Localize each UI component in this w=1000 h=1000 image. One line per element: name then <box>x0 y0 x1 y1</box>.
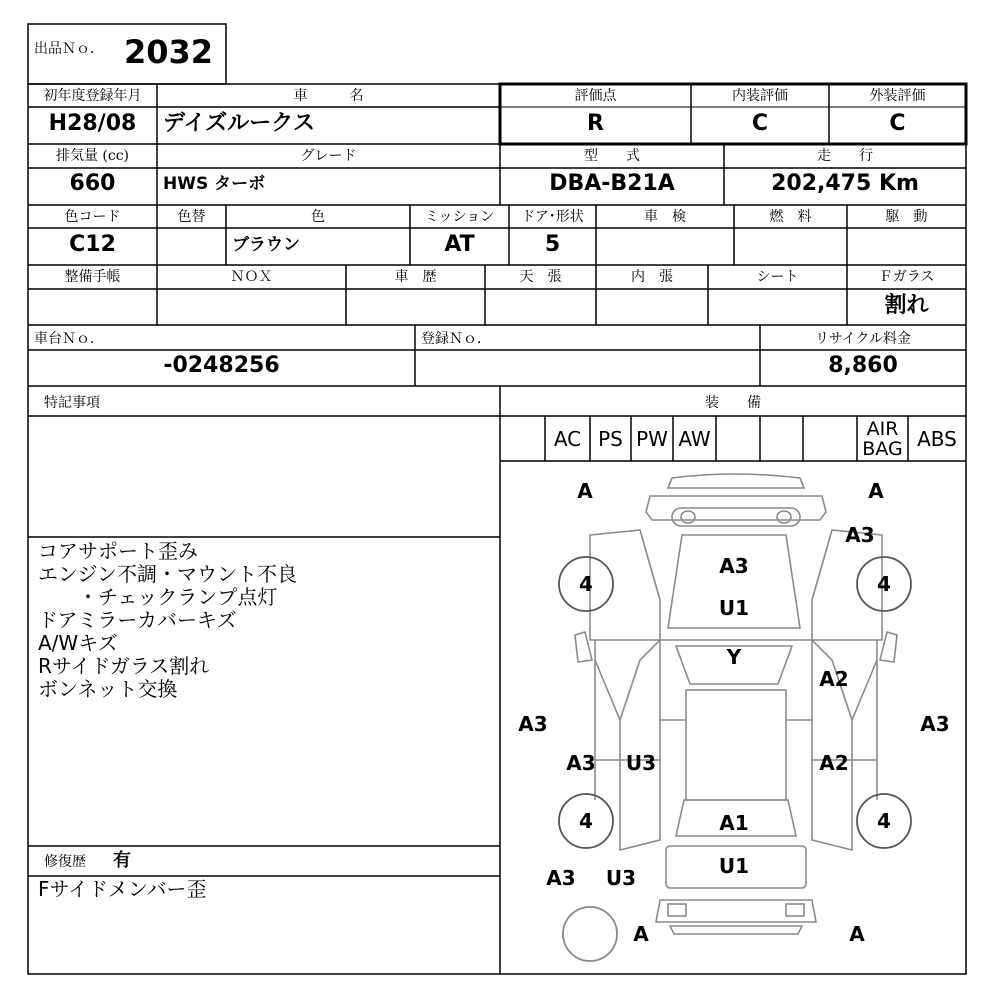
fuel-label: 燃 料 <box>769 209 812 225</box>
mileage-value: 202,475 Km <box>771 171 919 196</box>
damage-mark-rear-right-bumper: A <box>849 922 865 946</box>
car-name-value: デイズルークス <box>163 111 316 136</box>
note-line: コアサポート歪み <box>38 539 198 563</box>
damage-mark-rear-left-quarter: A3 <box>546 866 576 890</box>
door-shape-label: ドア･形状 <box>521 209 584 225</box>
grade-value: HWS ターボ <box>163 174 266 194</box>
inspection-label: 車 検 <box>644 209 686 225</box>
model-code-label: 型 式 <box>584 148 640 164</box>
headliner-label: 天 張 <box>519 269 562 285</box>
damage-mark-left-rear-door-2: U3 <box>625 751 657 775</box>
damage-mark-rear-right-wheel: 4 <box>877 809 891 833</box>
color-label: 色 <box>311 209 325 225</box>
nox-label: ＮＯＸ <box>230 269 273 285</box>
recycle-fee-value: 8,860 <box>828 353 898 378</box>
damage-mark-hood: A3 <box>719 554 749 578</box>
damage-mark-right-side: A3 <box>920 712 950 736</box>
note-line: ドアミラーカバーキズ <box>38 608 237 632</box>
door-shape-value: 5 <box>544 232 561 257</box>
transmission-value: AT <box>444 232 475 257</box>
exterior-score-label: 外装評価 <box>869 88 926 104</box>
damage-mark-rear-left-wheel: 4 <box>579 809 593 833</box>
repair-history-value: 有 <box>113 850 131 871</box>
registration-number-label: 登録Ｎｏ． <box>421 331 491 347</box>
damage-mark-front-left-bumper: A <box>577 479 593 503</box>
repaint-label: 色替 <box>177 209 206 225</box>
reg-date-value: H28/08 <box>48 111 137 136</box>
color-code-label: 色コード <box>64 209 121 225</box>
reg-date-label: 初年度登録年月 <box>43 88 142 104</box>
drive-label: 駆 動 <box>885 209 928 225</box>
model-code-value: DBA-B21A <box>549 171 675 196</box>
damage-mark-left-side: A3 <box>518 712 548 736</box>
equipment-item-pw: PW <box>636 427 668 451</box>
repair-detail: Fサイドメンバー歪 <box>38 877 207 901</box>
damage-mark-windshield: Y <box>726 645 742 669</box>
chassis-number-label: 車台Ｎｏ． <box>34 331 104 347</box>
score-label: 評価点 <box>574 88 617 104</box>
displacement-value: 660 <box>69 171 116 196</box>
note-line: ボンネット交換 <box>38 677 178 701</box>
note-line: Rサイドガラス割れ <box>38 654 210 678</box>
front-glass-label: Ｆガラス <box>878 269 935 285</box>
lot-number: 2032 <box>124 33 214 71</box>
chassis-number-value: -0248256 <box>163 353 280 378</box>
equipment-item-ac: AC <box>553 427 582 451</box>
equipment-item-abs: ABS <box>917 427 957 451</box>
equipment-item-ps: PS <box>598 427 623 451</box>
note-line: ・チェックランプ点灯 <box>38 585 278 609</box>
color-code-value: C12 <box>69 232 116 257</box>
mileage-label: 走 行 <box>817 148 873 164</box>
front-glass-value: 割れ <box>884 293 929 318</box>
damage-mark-hood-2: U1 <box>718 596 750 620</box>
damage-mark-right-rear-door: A2 <box>819 751 849 775</box>
damage-mark-right-front-door: A2 <box>819 667 849 691</box>
repair-history-label: 修復歴 <box>44 854 86 870</box>
interior-score-value: C <box>751 111 769 136</box>
lot-label: 出品Ｎｏ． <box>34 41 104 57</box>
equipment-label: 装 備 <box>705 395 761 411</box>
interior-score-label: 内装評価 <box>732 88 788 104</box>
interior-trim-label: 内 張 <box>631 269 673 285</box>
seat-label: シート <box>756 269 799 285</box>
note-line: A/Wキズ <box>38 631 118 655</box>
equipment-item-airbag: AIR BAG <box>862 418 903 460</box>
grade-label: グレード <box>300 148 357 164</box>
damage-mark-front-left-wheel: 4 <box>579 572 593 596</box>
car-name-label: 車 名 <box>293 88 364 104</box>
equipment-item-aw: AW <box>678 427 711 451</box>
displacement-label: 排気量 (cc) <box>55 148 130 164</box>
vehicle-history-label: 車 歴 <box>394 269 437 285</box>
recycle-fee-label: リサイクル料金 <box>814 331 912 347</box>
exterior-score-value: C <box>889 111 906 136</box>
damage-mark-front-right-bumper: A <box>868 479 884 503</box>
damage-mark-rear-window: A1 <box>719 811 749 835</box>
damage-mark-front-right-fender: A3 <box>845 523 875 547</box>
transmission-label: ミッション <box>424 209 495 225</box>
damage-mark-rear-left-bumper: A <box>633 922 649 946</box>
score-value: R <box>587 111 604 136</box>
color-value: ブラウン <box>232 235 300 255</box>
damage-mark-front-right-wheel: 4 <box>877 572 891 596</box>
damage-mark-rear-gate: U1 <box>718 854 750 878</box>
maintenance-book-label: 整備手帳 <box>64 269 121 285</box>
note-line: エンジン不調・マウント不良 <box>38 562 297 586</box>
notes-label: 特記事項 <box>44 395 100 411</box>
damage-mark-rear-left-quarter-2: U3 <box>605 866 637 890</box>
damage-mark-left-rear-door: A3 <box>566 751 596 775</box>
